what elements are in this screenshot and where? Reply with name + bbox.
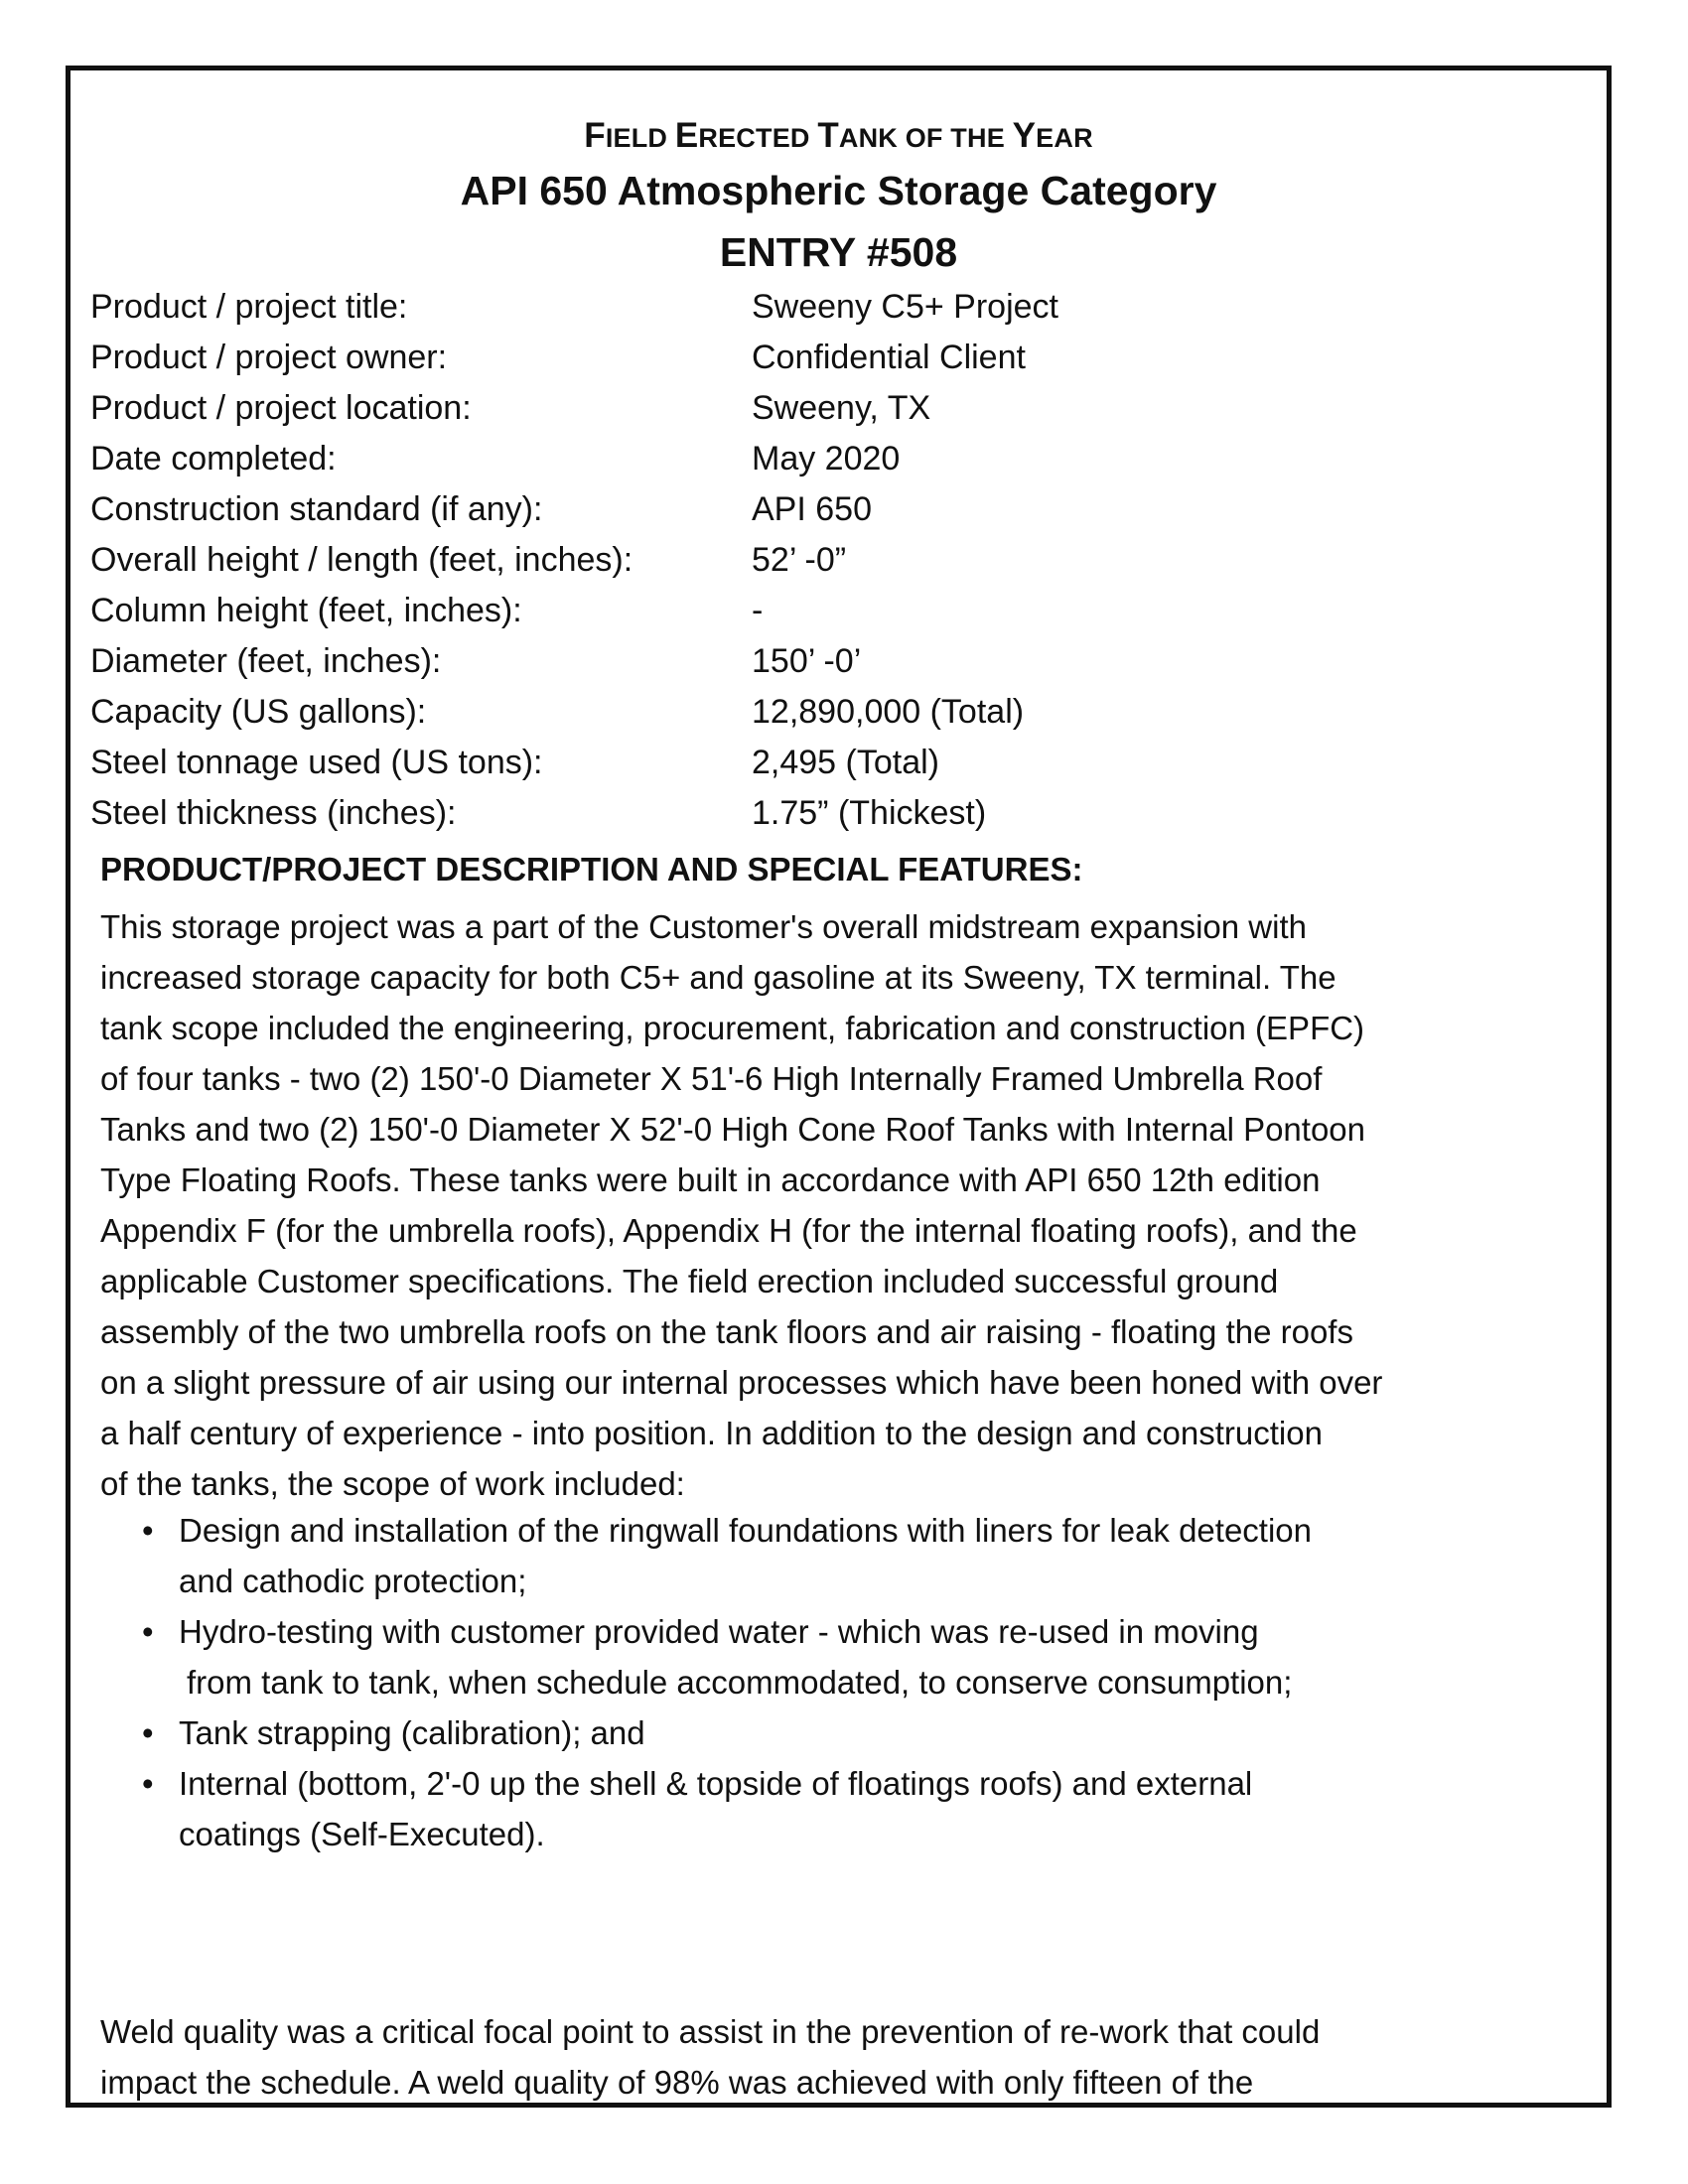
field-value: - xyxy=(752,592,764,629)
field-value: 52’ -0” xyxy=(752,541,847,579)
field-label: Steel tonnage used (US tons): xyxy=(90,744,543,781)
paragraph-line: on a slight pressure of air using our internal processes which have been honed with over xyxy=(100,1364,1383,1401)
field-label: Product / project location: xyxy=(90,389,472,427)
field-value: Confidential Client xyxy=(752,339,1026,376)
paragraph-line: Weld quality was a critical focal point to assist in the prevention of re-work that could xyxy=(100,2013,1321,2050)
bullet-icon: • xyxy=(142,1512,154,1549)
field-label: Steel thickness (inches): xyxy=(90,794,457,832)
paragraph-line: Appendix F (for the umbrella roofs), Appendix H (for the internal floating roofs), and the xyxy=(100,1212,1357,1249)
field-value: API 650 xyxy=(752,490,872,528)
field-row xyxy=(90,434,1580,484)
closing-paragraph xyxy=(100,2006,1570,2108)
field-label: Column height (feet, inches): xyxy=(90,592,522,629)
field-value: Sweeny C5+ Project xyxy=(752,288,1058,326)
field-label: Product / project title: xyxy=(90,288,408,326)
paragraph-line: assembly of the two umbrella roofs on the tank floors and air raising - floating the roofs xyxy=(100,1313,1353,1350)
bullet-icon: • xyxy=(142,1714,154,1751)
paragraph-line: a half century of experience - into position. In addition to the design and construction xyxy=(100,1415,1323,1451)
list-item xyxy=(142,1505,1552,1606)
field-label: Construction standard (if any): xyxy=(90,490,543,528)
project-fields xyxy=(90,282,1580,839)
field-row xyxy=(90,586,1580,636)
bullet-line: coatings (Self-Executed). xyxy=(179,1816,545,1852)
field-row xyxy=(90,383,1580,434)
field-row xyxy=(90,484,1580,535)
page-frame xyxy=(66,66,1612,2108)
paragraph-line: increased storage capacity for both C5+ and gasoline at its Sweeny, TX terminal. The xyxy=(100,959,1336,996)
field-value: 2,495 (Total) xyxy=(752,744,939,781)
field-row xyxy=(90,636,1580,687)
description-paragraph xyxy=(100,901,1570,1509)
paragraph-line: of four tanks - two (2) 150'-0 Diameter X 51'-6 High Internally Framed Umbrella Roof xyxy=(100,1060,1323,1097)
field-label: Capacity (US gallons): xyxy=(90,693,427,731)
field-label: Product / project owner: xyxy=(90,339,448,376)
paragraph-line: Tanks and two (2) 150'-0 Diameter X 52'-0 High Cone Roof Tanks with Internal Pontoon xyxy=(100,1111,1366,1148)
field-value: Sweeny, TX xyxy=(752,389,931,427)
field-label: Diameter (feet, inches): xyxy=(90,642,442,680)
field-row xyxy=(90,788,1580,839)
paragraph-line: applicable Customer specifications. The field erection included successful ground xyxy=(100,1263,1279,1299)
description-heading: PRODUCT/PROJECT DESCRIPTION AND SPECIAL FEATURES: xyxy=(100,851,1083,887)
entry-number: ENTRY #508 xyxy=(719,229,958,275)
field-row xyxy=(90,738,1580,788)
field-value: May 2020 xyxy=(752,440,901,478)
paragraph-line: tank scope included the engineering, procurement, fabrication and construction (EPFC) xyxy=(100,1010,1365,1046)
category-title: API 650 Atmospheric Storage Category xyxy=(460,168,1217,213)
scope-bullet-list xyxy=(142,1505,1552,1859)
list-item xyxy=(142,1707,1552,1758)
field-row xyxy=(90,535,1580,586)
list-item xyxy=(142,1758,1552,1859)
list-item xyxy=(142,1606,1552,1707)
field-label: Overall height / length (feet, inches): xyxy=(90,541,633,579)
bullet-line: Design and installation of the ringwall foundations with liners for leak detection xyxy=(179,1512,1312,1549)
field-value: 150’ -0’ xyxy=(752,642,862,680)
bullet-icon: • xyxy=(142,1765,154,1802)
field-value: 12,890,000 (Total) xyxy=(752,693,1025,731)
bullet-line: Internal (bottom, 2'-0 up the shell & topside of floatings roofs) and external xyxy=(179,1765,1253,1802)
paragraph-line: impact the schedule. A weld quality of 98% was achieved with only fifteen of the xyxy=(100,2064,1254,2101)
award-title: FIELD ERECTED TANK OF THE YEAR xyxy=(584,116,1093,155)
field-row xyxy=(90,687,1580,738)
field-value: 1.75” (Thickest) xyxy=(752,794,987,832)
field-row xyxy=(90,282,1580,333)
bullet-line: and cathodic protection; xyxy=(179,1563,527,1599)
paragraph-line: This storage project was a part of the Customer's overall midstream expansion with xyxy=(100,908,1307,945)
paragraph-line: Type Floating Roofs. These tanks were built in accordance with API 650 12th edition xyxy=(100,1161,1321,1198)
paragraph-line: of the tanks, the scope of work included: xyxy=(100,1465,685,1502)
bullet-line: Tank strapping (calibration); and xyxy=(179,1714,645,1751)
bullet-line: Hydro-testing with customer provided water - which was re-used in moving xyxy=(179,1613,1259,1650)
field-row xyxy=(90,333,1580,383)
field-label: Date completed: xyxy=(90,440,337,478)
bullet-line: from tank to tank, when schedule accommodated, to conserve consumption; xyxy=(187,1664,1293,1701)
bullet-icon: • xyxy=(142,1613,154,1650)
